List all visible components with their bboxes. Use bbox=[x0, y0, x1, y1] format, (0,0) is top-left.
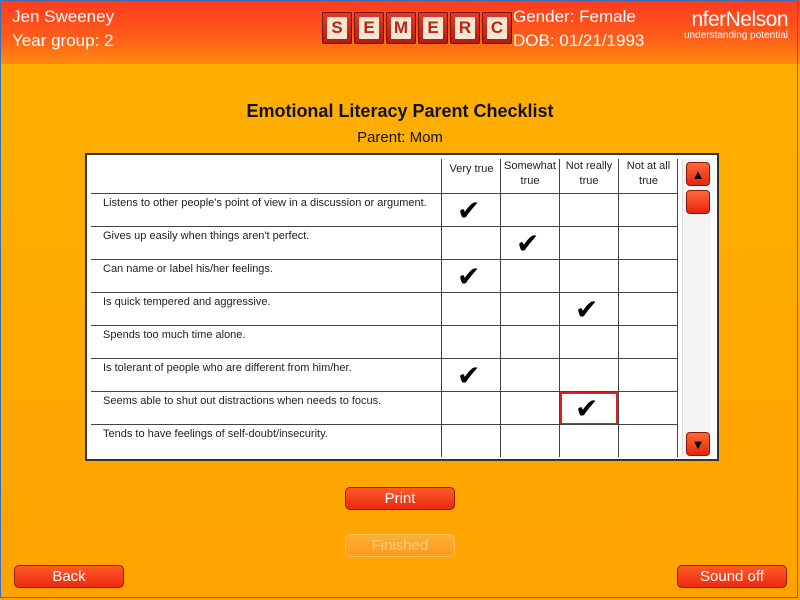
answer-cell[interactable] bbox=[501, 359, 559, 392]
logo-letter: E bbox=[423, 17, 443, 39]
answer-cell[interactable] bbox=[619, 425, 678, 458]
scrollbar-thumb[interactable] bbox=[686, 190, 710, 214]
checklist-row bbox=[91, 259, 678, 293]
col-header-very-true: Very true bbox=[449, 163, 494, 175]
scroll-up-button[interactable] bbox=[686, 162, 710, 186]
answer-cell[interactable] bbox=[442, 260, 500, 293]
question-text: Listens to other people's point of view in a discussion or argument. bbox=[103, 197, 427, 209]
brand-logo bbox=[684, 8, 788, 41]
answer-cell[interactable] bbox=[442, 326, 500, 359]
scroll-down-button[interactable] bbox=[686, 432, 710, 456]
answer-cell[interactable] bbox=[442, 227, 500, 260]
arrow-down-icon: ▼ bbox=[691, 436, 705, 452]
checklist-row bbox=[91, 391, 678, 425]
question-text: Can name or label his/her feelings. bbox=[103, 263, 273, 275]
question-text: Tends to have feelings of self-doubt/insecurity. bbox=[103, 428, 328, 440]
gender: Gender: Female bbox=[513, 7, 636, 26]
print-button[interactable]: Print bbox=[345, 487, 455, 510]
question-text: Is quick tempered and aggressive. bbox=[103, 296, 271, 308]
checkmark-icon: ✔ bbox=[457, 260, 481, 293]
checklist-row bbox=[91, 193, 678, 227]
answer-cell[interactable] bbox=[560, 326, 618, 359]
checkmark-icon: ✔ bbox=[457, 194, 481, 227]
logo-letter: M bbox=[391, 17, 411, 39]
checklist-row bbox=[91, 358, 678, 392]
answer-cell[interactable] bbox=[442, 194, 500, 227]
selected-cell-highlight bbox=[560, 392, 618, 425]
checkmark-icon: ✔ bbox=[575, 293, 599, 326]
checkmark-icon: ✔ bbox=[516, 227, 540, 260]
checklist-row bbox=[91, 226, 678, 260]
page-title: Emotional Literacy Parent Checklist bbox=[246, 101, 554, 121]
checklist-row bbox=[91, 325, 678, 359]
answer-cell[interactable] bbox=[442, 293, 500, 326]
answer-cell[interactable] bbox=[442, 392, 500, 425]
finished-button[interactable]: Finished bbox=[345, 534, 455, 557]
answer-cell[interactable] bbox=[560, 425, 618, 458]
page-subtitle: Parent: Mom bbox=[357, 129, 443, 146]
answer-cell[interactable] bbox=[619, 359, 678, 392]
checklist-table bbox=[85, 153, 719, 461]
col-header-not-at-all-true: Not at all true bbox=[626, 160, 671, 187]
answer-cell[interactable] bbox=[619, 260, 678, 293]
arrow-up-icon: ▲ bbox=[691, 166, 705, 182]
app-header bbox=[0, 0, 800, 64]
answer-cell[interactable] bbox=[501, 293, 559, 326]
question-text: Spends too much time alone. bbox=[103, 329, 246, 341]
logo-letter: S bbox=[327, 17, 347, 39]
question-text: Is tolerant of people who are different from him/her. bbox=[103, 362, 352, 374]
answer-cell[interactable] bbox=[619, 293, 678, 326]
answer-cell[interactable] bbox=[501, 260, 559, 293]
semerc-logo bbox=[322, 12, 512, 44]
answer-cell[interactable] bbox=[501, 194, 559, 227]
answer-cell[interactable] bbox=[442, 359, 500, 392]
answer-cell[interactable] bbox=[501, 392, 559, 425]
logo-letter: E bbox=[359, 17, 379, 39]
answer-cell[interactable] bbox=[560, 227, 618, 260]
col-header-not-really-true: Not really true bbox=[565, 160, 613, 187]
dob: DOB: 01/21/1993 bbox=[513, 31, 645, 50]
student-name: Jen Sweeney bbox=[12, 7, 115, 26]
answer-cell[interactable] bbox=[442, 425, 500, 458]
sound-off-button[interactable]: Sound off bbox=[677, 565, 787, 588]
logo-letter: C bbox=[487, 17, 507, 39]
year-group: Year group: 2 bbox=[12, 31, 114, 50]
answer-cell[interactable] bbox=[619, 326, 678, 359]
answer-cell[interactable] bbox=[560, 392, 618, 425]
answer-cell[interactable] bbox=[560, 359, 618, 392]
answer-cell[interactable] bbox=[560, 194, 618, 227]
brand-name: nferNelson bbox=[691, 8, 788, 31]
answer-cell[interactable] bbox=[619, 194, 678, 227]
scrollbar[interactable] bbox=[682, 159, 711, 457]
checklist-row bbox=[91, 292, 678, 326]
answer-cell[interactable] bbox=[619, 392, 678, 425]
answer-cell[interactable] bbox=[560, 293, 618, 326]
answer-cell[interactable] bbox=[619, 227, 678, 260]
checkmark-icon: ✔ bbox=[457, 359, 481, 392]
checklist-row bbox=[91, 424, 678, 458]
answer-cell[interactable] bbox=[501, 326, 559, 359]
answer-cell[interactable] bbox=[501, 425, 559, 458]
question-text: Seems able to shut out distractions when needs to focus. bbox=[103, 395, 382, 407]
answer-cell[interactable] bbox=[501, 227, 559, 260]
answer-cell[interactable] bbox=[560, 260, 618, 293]
brand-tagline: understanding potential bbox=[684, 30, 788, 41]
logo-letter: R bbox=[455, 17, 475, 39]
back-button[interactable]: Back bbox=[14, 565, 124, 588]
checkmark-icon: ✔ bbox=[575, 392, 599, 425]
question-text: Gives up easily when things aren't perfect. bbox=[103, 230, 310, 242]
col-header-somewhat-true: Somewhat true bbox=[504, 160, 556, 187]
